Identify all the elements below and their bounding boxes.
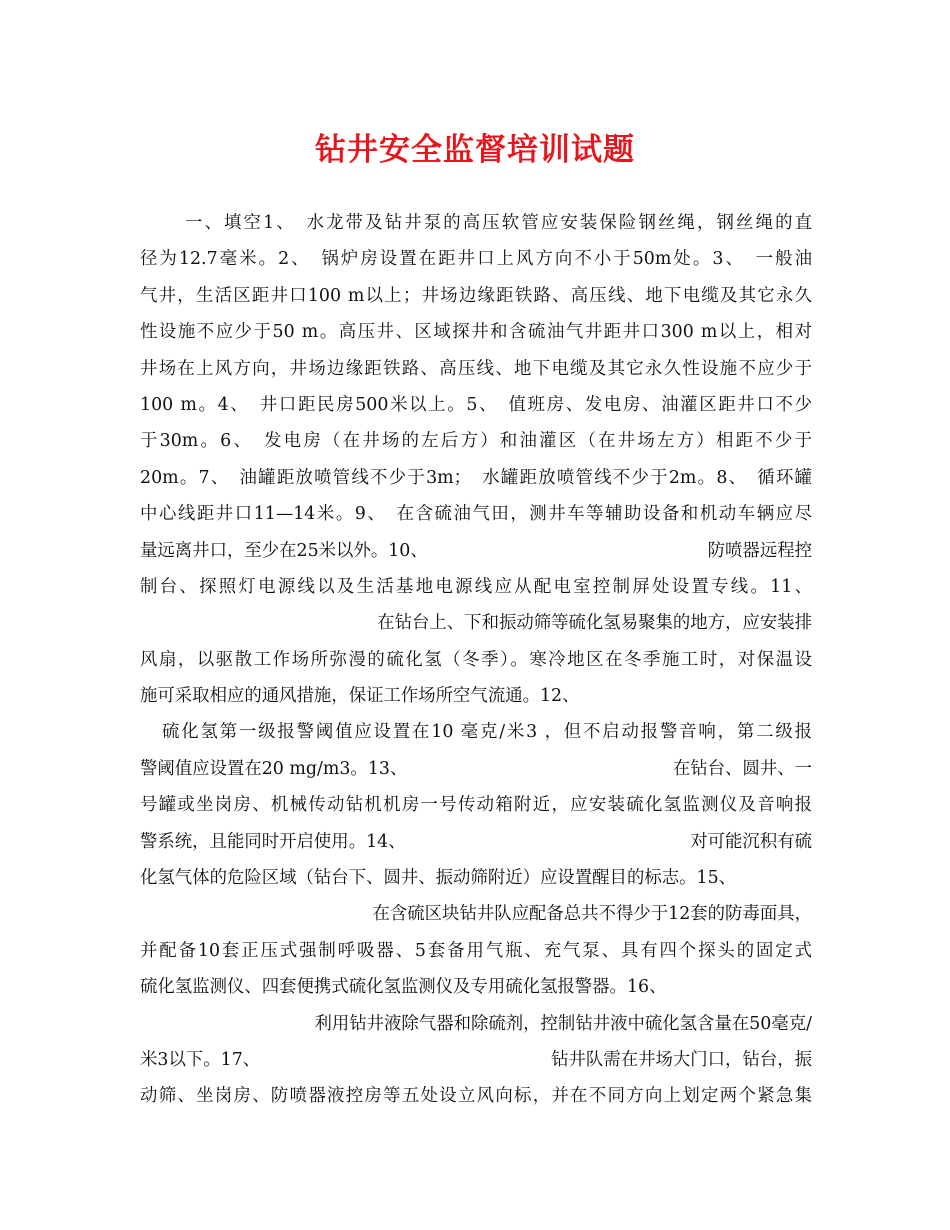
text-line-part: 在钻台上、下和振动筛等硫化氢易聚集的地方，应安装排 [377, 613, 812, 634]
text-line: 气井，生活区距井口100 m以上；井场边缘距铁路、高压线、地下电缆及其它永久 [140, 285, 812, 306]
text-line-part: 防喷器远程控 [707, 540, 812, 561]
text-line: 径为12.7毫米。2、 锅炉房设置在距井口上风方向不小于50m处。3、 一般油 [140, 249, 812, 270]
text-line-part: 米3以下。17、 [140, 1049, 261, 1070]
text-line: 100 m。4、 井口距民房500米以上。5、 值班房、发电房、油灌区距井口不少 [140, 394, 812, 415]
text-line-split [140, 751, 812, 787]
text-line: 性设施不应少于50 m。高压井、区域探井和含硫油气井距井口300 m以上，相对 [140, 322, 812, 343]
text-line: 中心线距井口11—14米。9、 在含硫油气田，测井车等辅助设备和机动车辆应尽 [140, 504, 812, 525]
text-line-split [140, 533, 812, 569]
text-line-split [140, 1042, 812, 1078]
text-line: 号罐或坐岗房、机械传动钻机机房一号传动箱附近，应安装硫化氢监测仪及音响报 [140, 795, 812, 816]
text-line: 20m。7、 油罐距放喷管线不少于3m； 水罐距放喷管线不少于2m。8、 循环罐 [140, 467, 812, 488]
text-line-split [140, 605, 812, 641]
text-line: 井场在上风方向，井场边缘距铁路、高压线、地下电缆及其它永久性设施不应少于 [140, 358, 812, 379]
text-line: 动筛、坐岗房、防喷器液控房等五处设立风向标，并在不同方向上划定两个紧急集 [140, 1086, 812, 1107]
text-line: 于30m。6、 发电房（在井场的左后方）和油灌区（在井场左方）相距不少于 [140, 431, 812, 452]
text-line-part: 警阈值应设置在20 mg/m3。13、 [140, 758, 408, 779]
text-line-split [140, 1006, 812, 1042]
text-line-part: 利用钻井液除气器和除硫剂，控制钻井液中硫化氢含量在50毫克/ [314, 1013, 812, 1034]
text-line-split [140, 824, 812, 860]
text-line-part: 在钻台、圆井、一 [672, 758, 812, 779]
text-line: 硫化氢第一级报警阈值应设置在10 毫克/米3 ，但不启动报警音响，第二级报 [162, 722, 812, 743]
text-line-split [140, 896, 812, 932]
text-line-part: 警系统，且能同时开启使用。14、 [140, 831, 406, 852]
text-line: 风扇，以驱散工作场所弥漫的硫化氢（冬季）。寒冷地区在冬季施工时，对保温设 [140, 649, 812, 670]
text-line: 一、填空1、 水龙带及钻井泵的高压软管应安装保险钢丝绳，钢丝绳的直 [185, 213, 812, 233]
document-body [140, 205, 812, 1115]
text-line: 施可采取相应的通风措施，保证工作场所空气流通。12、 [140, 686, 580, 707]
text-line: 硫化氢监测仪、四套便携式硫化氢监测仪及专用硫化氢报警器。16、 [140, 977, 667, 998]
text-line-part: 在含硫区块钻井队应配备总共不得少于12套的防毒面具， [372, 904, 812, 925]
document-title: 钻井安全监督培训试题 [315, 132, 635, 168]
text-line-part: 对可能沉积有硫 [690, 831, 812, 852]
text-line-part: 钻井队需在井场大门口，钻台，振 [551, 1049, 812, 1070]
text-line-part: 量远离井口，至少在25米以外。10、 [140, 540, 428, 561]
text-line: 并配备10套正压式强制呼吸器、5套备用气瓶、充气泵、具有四个探头的固定式 [140, 940, 812, 961]
text-line: 化氢气体的危险区域（钻台下、圆井、振动筛附近）应设置醒目的标志。15、 [140, 868, 737, 889]
text-line: 制台、探照灯电源线以及生活基地电源线应从配电室控制屏处设置专线。11、 [140, 576, 812, 597]
